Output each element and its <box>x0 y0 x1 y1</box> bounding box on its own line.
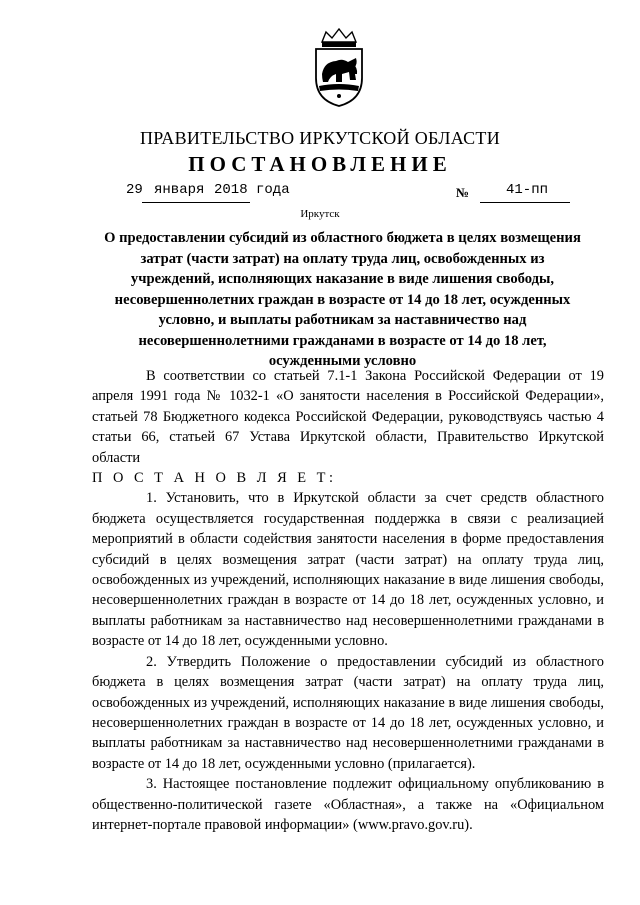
date-underline <box>142 202 250 203</box>
document-type-heading: ПОСТАНОВЛЕНИЕ <box>188 152 452 176</box>
irkutsk-coat-of-arms-icon <box>312 28 366 108</box>
number-value: 41-пп <box>506 182 549 198</box>
decree-heading: П О С Т А Н О В Л Я Е Т: <box>92 470 337 487</box>
date-year: 2018 <box>214 182 248 198</box>
number-underline <box>480 202 570 203</box>
preamble-paragraph: В соответствии со статьей 7.1-1 Закона Российской Федерации от 19 апреля 1991 года № 1032-1 «О занятости населения в Российской Федерации», статьей 78 Бюджетного кодекса Российской Федерации, руководствуясь частью 4 статьи 66, статьей 67 Устава Иркутской области, Правительство Иркутской области <box>92 368 604 466</box>
organization-name: ПРАВИТЕЛЬСТВО ИРКУТСКОЙ ОБЛАСТИ <box>139 128 501 148</box>
date-suffix: года <box>256 182 290 198</box>
item-paragraph-1: 1. Установить, что в Иркутской области за счет средств областного бюджета осуществляется государственная поддержка в связи с реализацией мероприятий в области содействия занятости населения в форме предоставления субсидий в целях возмещения затрат (части затрат) на оплату труда лиц, освобожденных из учреждений, исполняющих наказание в виде лишения свободы, несовершеннолетних граждан в возрасте от 14 до 18 лет, осужденных условно, и выплаты работникам за наставничество над несовершеннолетними гражданами в возрасте от 14 до 18 лет, осужденными условно. <box>92 490 604 650</box>
document-body <box>92 366 604 835</box>
date-day: 29 <box>126 182 143 198</box>
item-paragraph-2: 2. Утвердить Положение о предоставлении субсидий из областного бюджета в целях возмещения затрат (части затрат) на оплату труда лиц, освобожденных из учреждений, исполняющих наказание в виде лишения свободы, несовершеннолетних граждан в возрасте от 14 до 18 лет, осужденных условно, и выплаты работникам за наставничество над несовершеннолетними гражданами в возрасте от 14 до 18 лет, осужденными условно (прилагается). <box>92 653 604 772</box>
number-sign: № <box>456 185 470 200</box>
document-title: О предоставлении субсидий из областного бюджета в целях возмещения затрат (части затрат) на оплату труда лиц, освобожденных из учреждений, исполняющих наказание в виде лишения свободы, несовершеннолетних граждан в возрасте от 14 до 18 лет, осужденных условно, и выплаты работникам за наставничество над несовершеннолетними гражданами в возрасте от 14 до 18 лет, осужденными условно <box>104 230 581 369</box>
city-name: Иркутск <box>300 208 340 220</box>
date-month: января <box>154 182 205 198</box>
item-paragraph-3: 3. Настоящее постановление подлежит официальному опубликованию в общественно-политической газете «Областная», а также на «Официальном интернет-портале правовой информации» (www.pravo.gov.ru). <box>92 776 604 833</box>
